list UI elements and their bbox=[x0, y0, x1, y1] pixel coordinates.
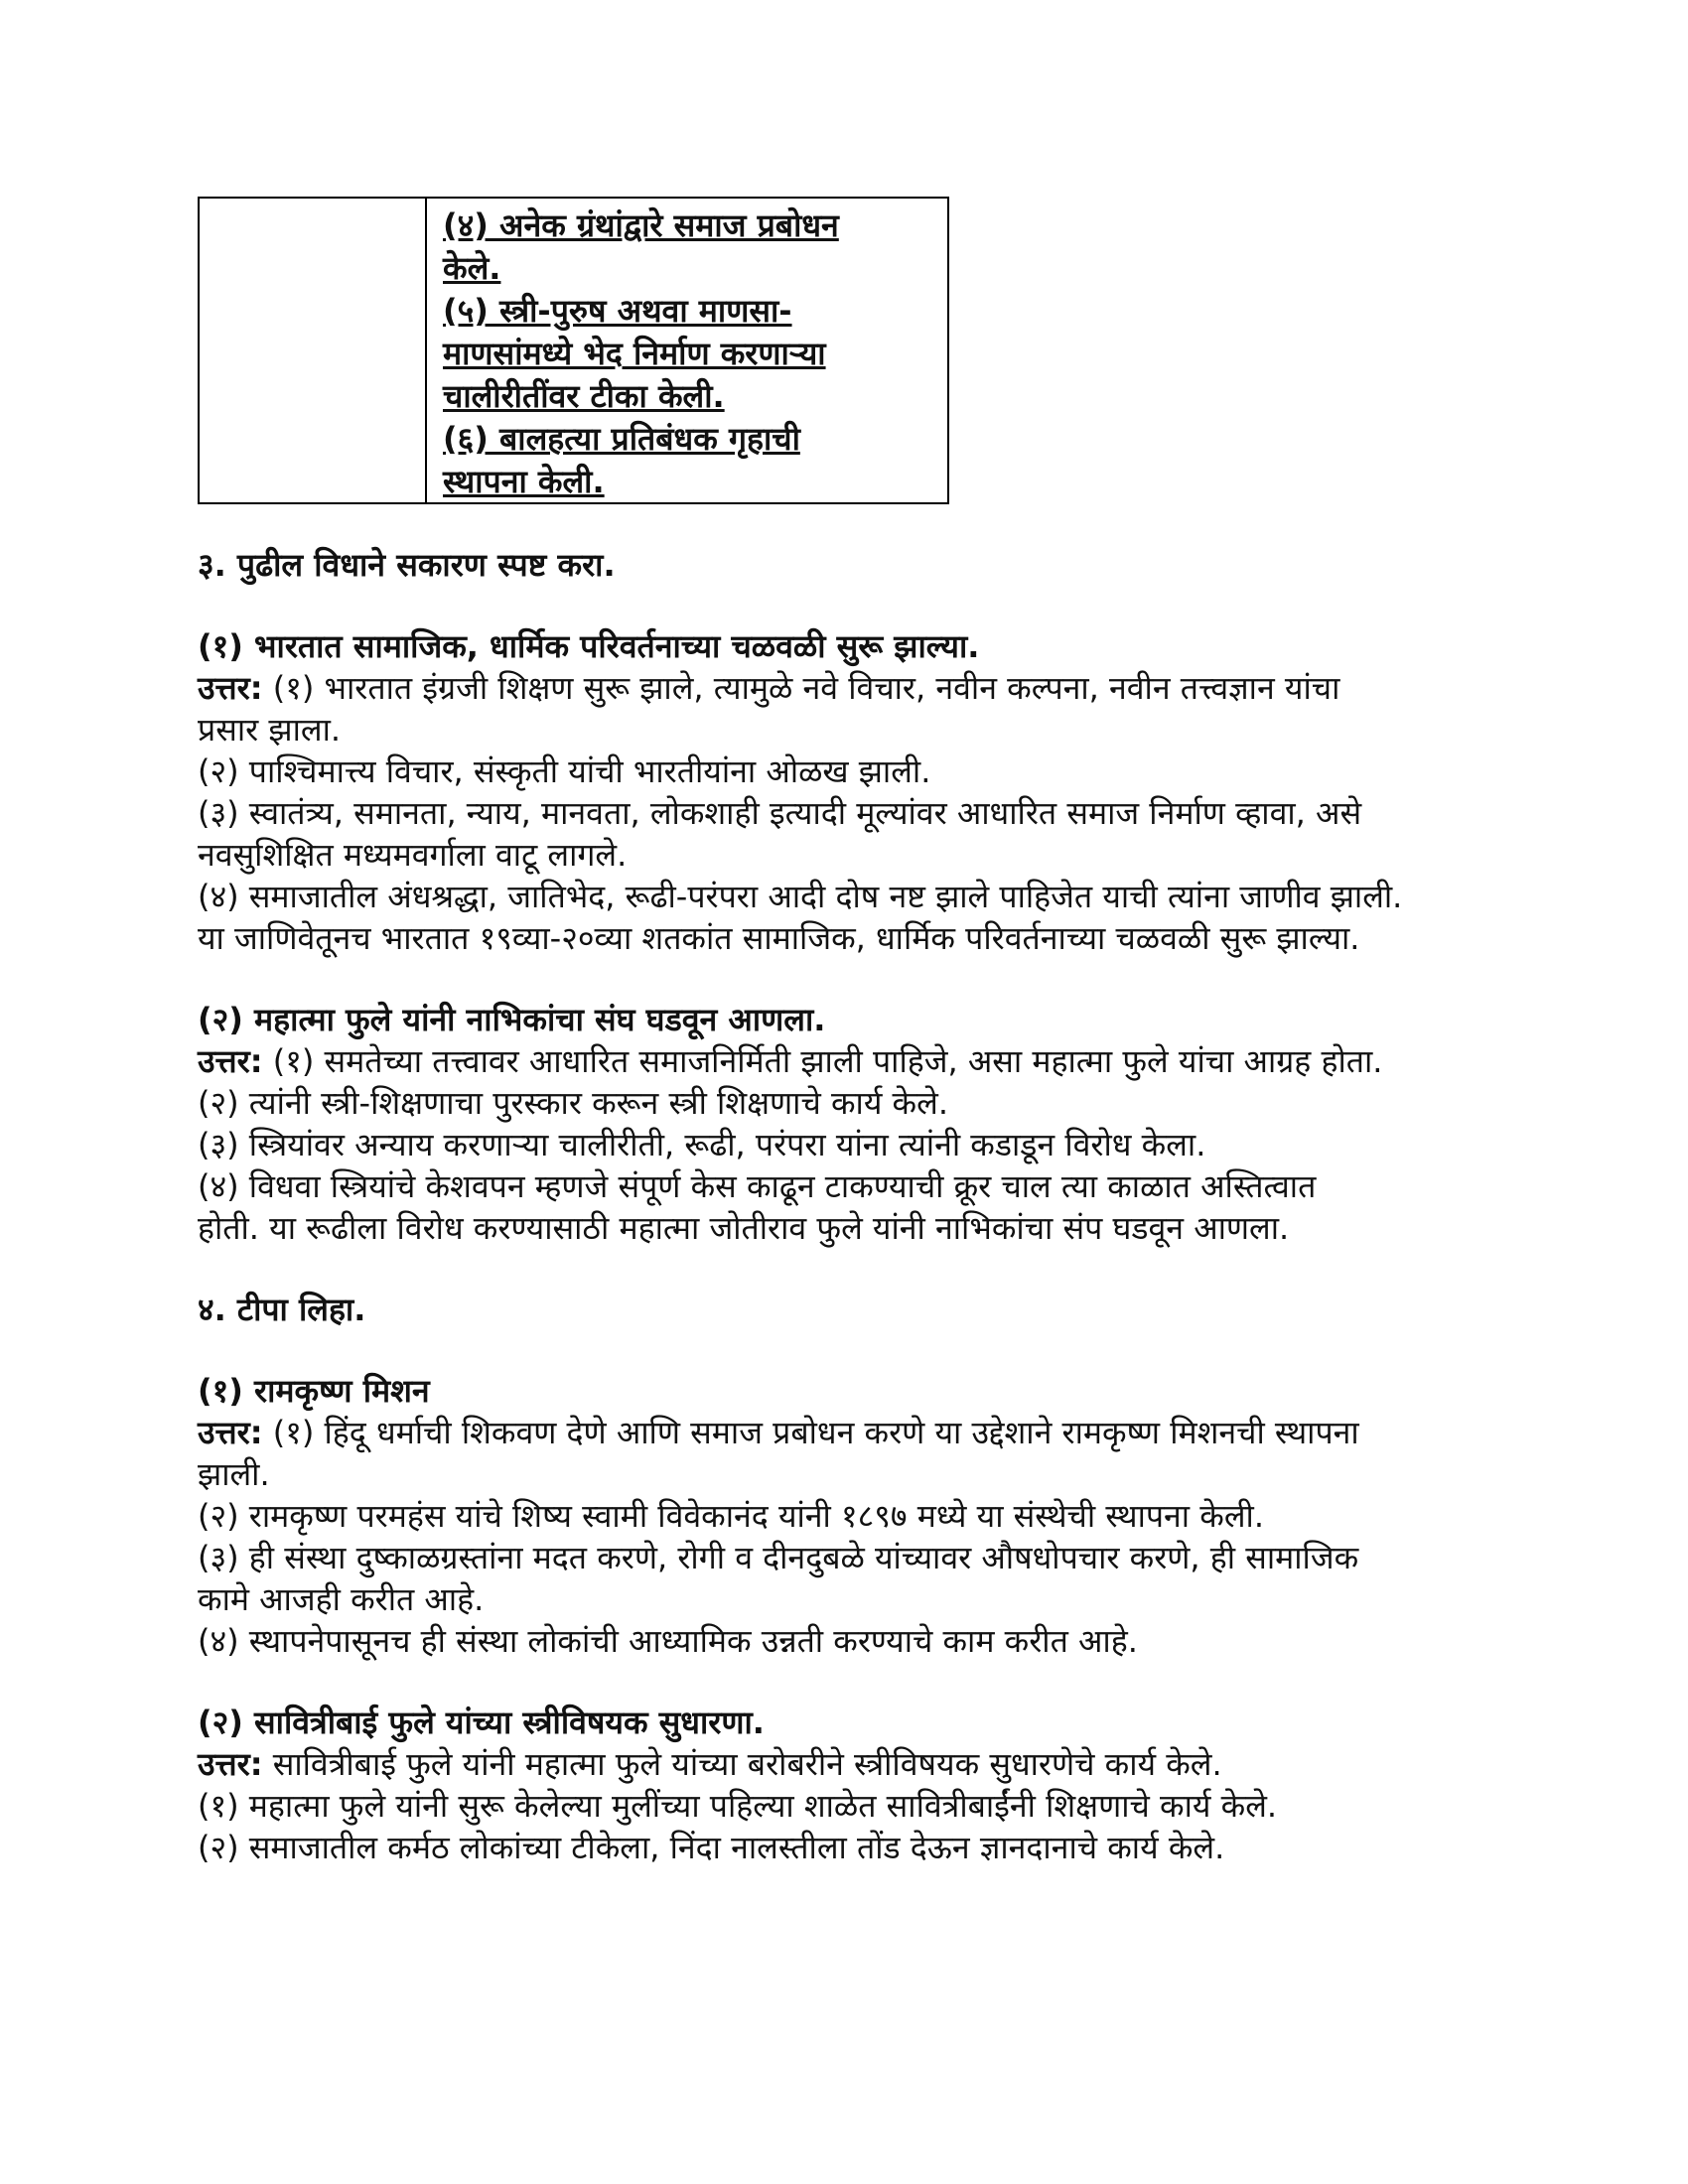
answer-line bbox=[198, 1040, 1488, 1082]
answer-line: (४) विधवा स्त्रियांचे केशवपन म्हणजे संपूर्ण केस काढून टाकण्याची क्रूर चाल त्या काळात अस्तित्वात bbox=[198, 1167, 1317, 1205]
table-right-cell bbox=[427, 199, 947, 502]
table-line: (४) अनेक ग्रंथांद्वारे समाज प्रबोधन bbox=[443, 206, 839, 244]
answer-line: (२) रामकृष्ण परमहंस यांचे शिष्य स्वामी विवेकानंद यांनी १८९७ मध्ये या संस्थेची स्थापना केली. bbox=[198, 1497, 1265, 1535]
table-line: केले. bbox=[443, 249, 501, 287]
answer-line bbox=[198, 1743, 1488, 1785]
answer-line: (२) समाजातील कर्मठ लोकांच्या टीकेला, निंदा नालस्तीला तोंड देऊन ज्ञानदानाचे कार्य केले. bbox=[198, 1829, 1225, 1866]
answer-label: उत्तर: bbox=[198, 1414, 263, 1451]
answer-line: (३) स्त्रियांवर अन्याय करणाऱ्या चालीरीती, रूढी, परंपरा यांना त्यांनी कडाडून विरोध केला. bbox=[198, 1126, 1206, 1163]
table-line: माणसांमध्ये भेद निर्माण करणाऱ्या bbox=[443, 335, 826, 372]
answer-label: उत्तर: bbox=[198, 669, 263, 707]
subheading-q3b: (२) महात्मा फुले यांनी नाभिकांचा संघ घडवून आणला. bbox=[198, 1001, 826, 1038]
table-line: चालीरीतींवर टीका केली. bbox=[443, 377, 725, 415]
subheading-q3a: (१) भारतात सामाजिक, धार्मिक परिवर्तनाच्या चळवळी सुरू झाल्या. bbox=[198, 627, 980, 665]
main-content bbox=[198, 544, 1488, 1868]
answer-line: (४) समाजातील अंधश्रद्धा, जातिभेद, रूढी-परंपरा आदी दोष नष्ट झाले पाहिजेत याची त्यांना जाणीव झाली. bbox=[198, 878, 1403, 915]
answer-line: (२) पाश्चिमात्त्य विचार, संस्कृती यांची भारतीयांना ओळख झाली. bbox=[198, 752, 931, 790]
answer-line: झाली. bbox=[198, 1455, 270, 1493]
answer-label: उत्तर: bbox=[198, 1042, 263, 1080]
answer-text: (१) समतेच्या तत्त्वावर आधारित समाजनिर्मिती झाली पाहिजे, असा महात्मा फुले यांचा आग्रह होता. bbox=[262, 1042, 1383, 1080]
answer-line: (१) महात्मा फुले यांनी सुरू केलेल्या मुलींच्या पहिल्या शाळेत सावित्रीबाईंनी शिक्षणाचे कार्य केले. bbox=[198, 1787, 1278, 1825]
answer-line: होती. या रूढीला विरोध करण्यासाठी महात्मा जोतीराव फुले यांनी नाभिकांचा संप घडवून आणला. bbox=[198, 1209, 1290, 1247]
answer-text: सावित्रीबाई फुले यांनी महात्मा फुले यांच्या बरोबरीने स्त्रीविषयक सुधारणेचे कार्य केले. bbox=[262, 1745, 1222, 1783]
answer-text: (१) हिंदू धर्माची शिकवण देणे आणि समाज प्रबोधन करणे या उद्देशाने रामकृष्ण मिशनची स्थापना bbox=[262, 1414, 1359, 1451]
answer-line bbox=[198, 1412, 1488, 1453]
answer-label: उत्तर: bbox=[198, 1745, 263, 1783]
answer-line: प्रसार झाला. bbox=[198, 711, 342, 749]
answer-line: (३) स्वातंत्र्य, समानता, न्याय, मानवता, लोकशाही इत्यादी मूल्यांवर आधारित समाज निर्माण व्हावा, असे bbox=[198, 794, 1362, 832]
subheading-q4a: (१) रामकृष्ण मिशन bbox=[198, 1372, 430, 1410]
answer-line: नवसुशिक्षित मध्यमवर्गाला वाटू लागले. bbox=[198, 836, 628, 874]
answer-line: (२) त्यांनी स्त्री-शिक्षणाचा पुरस्कार करून स्त्री शिक्षणाचे कार्य केले. bbox=[198, 1084, 948, 1122]
answer-line: कामे आजही करीत आहे. bbox=[198, 1580, 485, 1618]
table-line: स्थापना केली. bbox=[443, 463, 605, 500]
answer-line: या जाणिवेतूनच भारतात १९व्या-२०व्या शतकांत सामाजिक, धार्मिक परिवर्तनाच्या चळवळी सुरू झाल्या. bbox=[198, 919, 1360, 957]
answer-line: (४) स्थापनेपासूनच ही संस्था लोकांची आध्यामिक उन्नती करण्याचे काम करीत आहे. bbox=[198, 1622, 1138, 1660]
table-line: (५) स्त्री-पुरुष अथवा माणसा- bbox=[443, 292, 792, 330]
summary-table bbox=[198, 197, 949, 504]
answer-line: (३) ही संस्था दुष्काळग्रस्तांना मदत करणे, रोगी व दीनदुबळे यांच्यावर औषधोपचार करणे, ही सामाजिक bbox=[198, 1539, 1359, 1576]
answer-line bbox=[198, 667, 1488, 709]
section-heading-q4: ४. टीपा लिहा. bbox=[198, 1291, 366, 1328]
answer-text: (१) भारतात इंग्रजी शिक्षण सुरू झाले, त्यामुळे नवे विचार, नवीन कल्पना, नवीन तत्त्वज्ञान यांचा bbox=[262, 669, 1340, 707]
table-line: (६) बालहत्या प्रतिबंधक गृहाची bbox=[443, 420, 800, 458]
subheading-q4b: (२) सावित्रीबाई फुले यांच्या स्त्रीविषयक सुधारणा. bbox=[198, 1704, 765, 1741]
section-heading-q3: ३. पुढील विधाने सकारण स्पष्ट करा. bbox=[198, 546, 616, 584]
table-left-cell bbox=[200, 199, 427, 502]
